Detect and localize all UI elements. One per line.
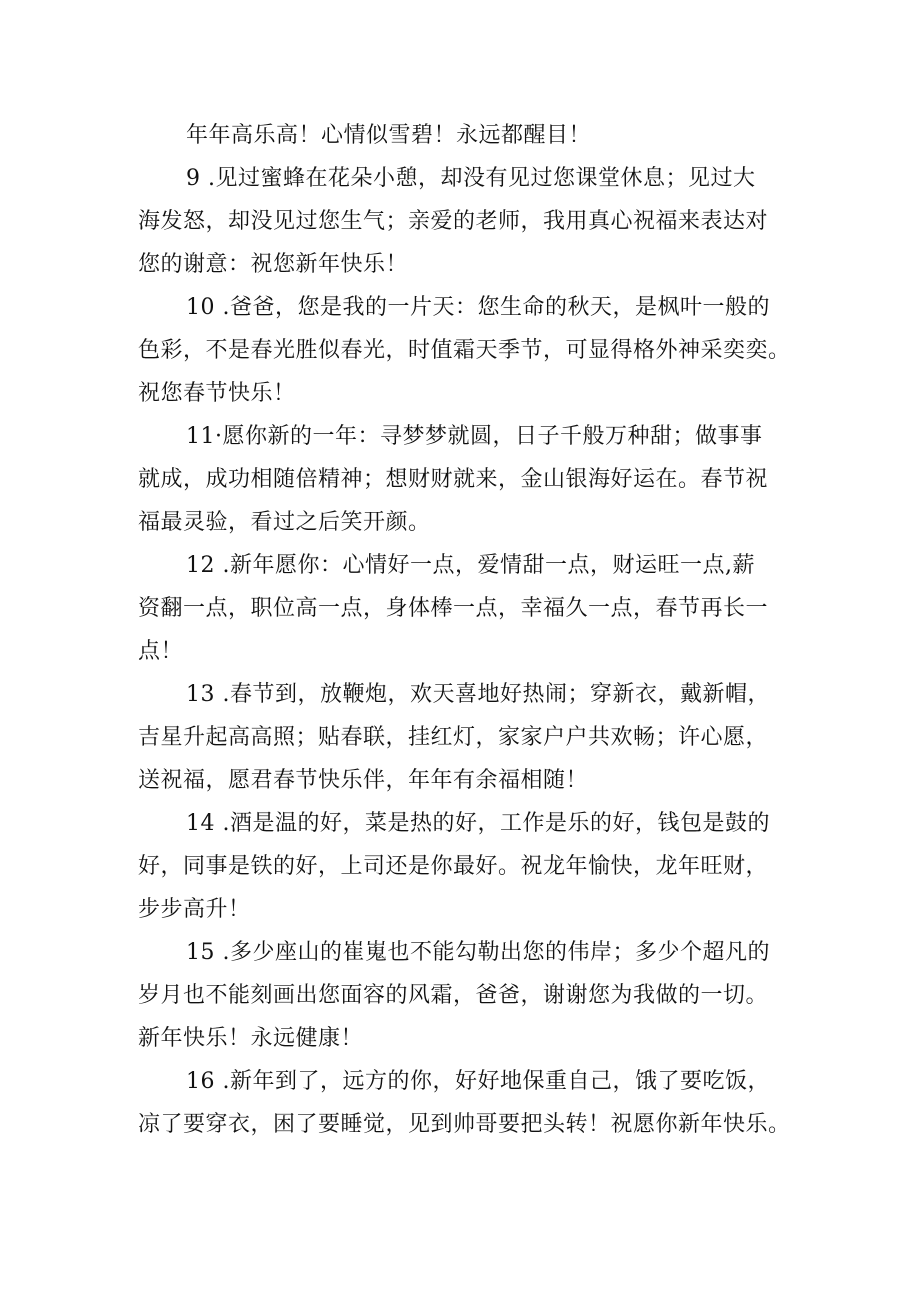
text-line: 岁月也不能刻画出您面容的风霜，爸爸，谢谢您为我做的一切。: [138, 983, 769, 1008]
text-line: 凉了要穿衣，困了要睡觉，见到帅哥要把头转！祝愿你新年快乐。: [138, 1112, 791, 1137]
text-line: 点！: [138, 639, 184, 664]
text-line: 11·愿你新的一年：寻梦梦就圆，日子千般万种甜；做事事: [186, 424, 763, 449]
text-line: 送祝福，愿君春节快乐伴，年年有余福相随！: [138, 768, 589, 793]
text-line: 15 .多少座山的崔嵬也不能勾勒出您的伟岸；多少个超凡的: [186, 940, 770, 965]
text-line: 您的谢意：祝您新年快乐！: [138, 252, 409, 277]
text-line: 就成，成功相随倍精神；想财财就来，金山银海好运在。春节祝: [138, 467, 769, 492]
text-line: 10 .爸爸，您是我的一片天：您生命的秋天，是枫叶一般的: [186, 295, 770, 320]
document-body: [138, 114, 791, 1146]
text-line: 祝您春节快乐！: [138, 381, 296, 406]
text-line: 步步高升！: [138, 897, 251, 922]
text-line: 好，同事是铁的好，上司还是你最好。祝龙年愉快，龙年旺财，: [138, 854, 769, 879]
text-line: 年年高乐高！心情似雪碧！永远都醒目！: [186, 123, 592, 148]
text-line: 新年快乐！永远健康！: [138, 1026, 364, 1051]
text-line: 14 .酒是温的好，菜是热的好，工作是乐的好，钱包是鼓的: [186, 811, 770, 836]
text-line: 色彩，不是春光胜似春光，时值霜天季节，可显得格外神采奕奕。: [138, 338, 791, 363]
text-line: 9 .见过蜜蜂在花朵小憩，却没有见过您课堂休息；见过大: [186, 166, 756, 191]
text-line: 吉星升起高高照；贴春联，挂红灯，家家户户共欢畅；许心愿，: [138, 725, 769, 750]
text-line: 16 .新年到了，远方的你，好好地保重自己，饿了要吃饭，: [186, 1069, 770, 1094]
text-line: 13 .春节到，放鞭炮，欢天喜地好热闹；穿新衣，戴新帽，: [186, 682, 770, 707]
text-line: 12 .新年愿你：心情好一点，爱情甜一点，财运旺一点,薪: [186, 553, 755, 578]
text-line: 海发怒，却没见过您生气；亲爱的老师，我用真心祝福来表达对: [138, 209, 769, 234]
text-line: 福最灵验，看过之后笑开颜。: [138, 510, 431, 535]
text-line: 资翻一点，职位高一点，身体棒一点，幸福久一点，春节再长一: [138, 596, 769, 621]
